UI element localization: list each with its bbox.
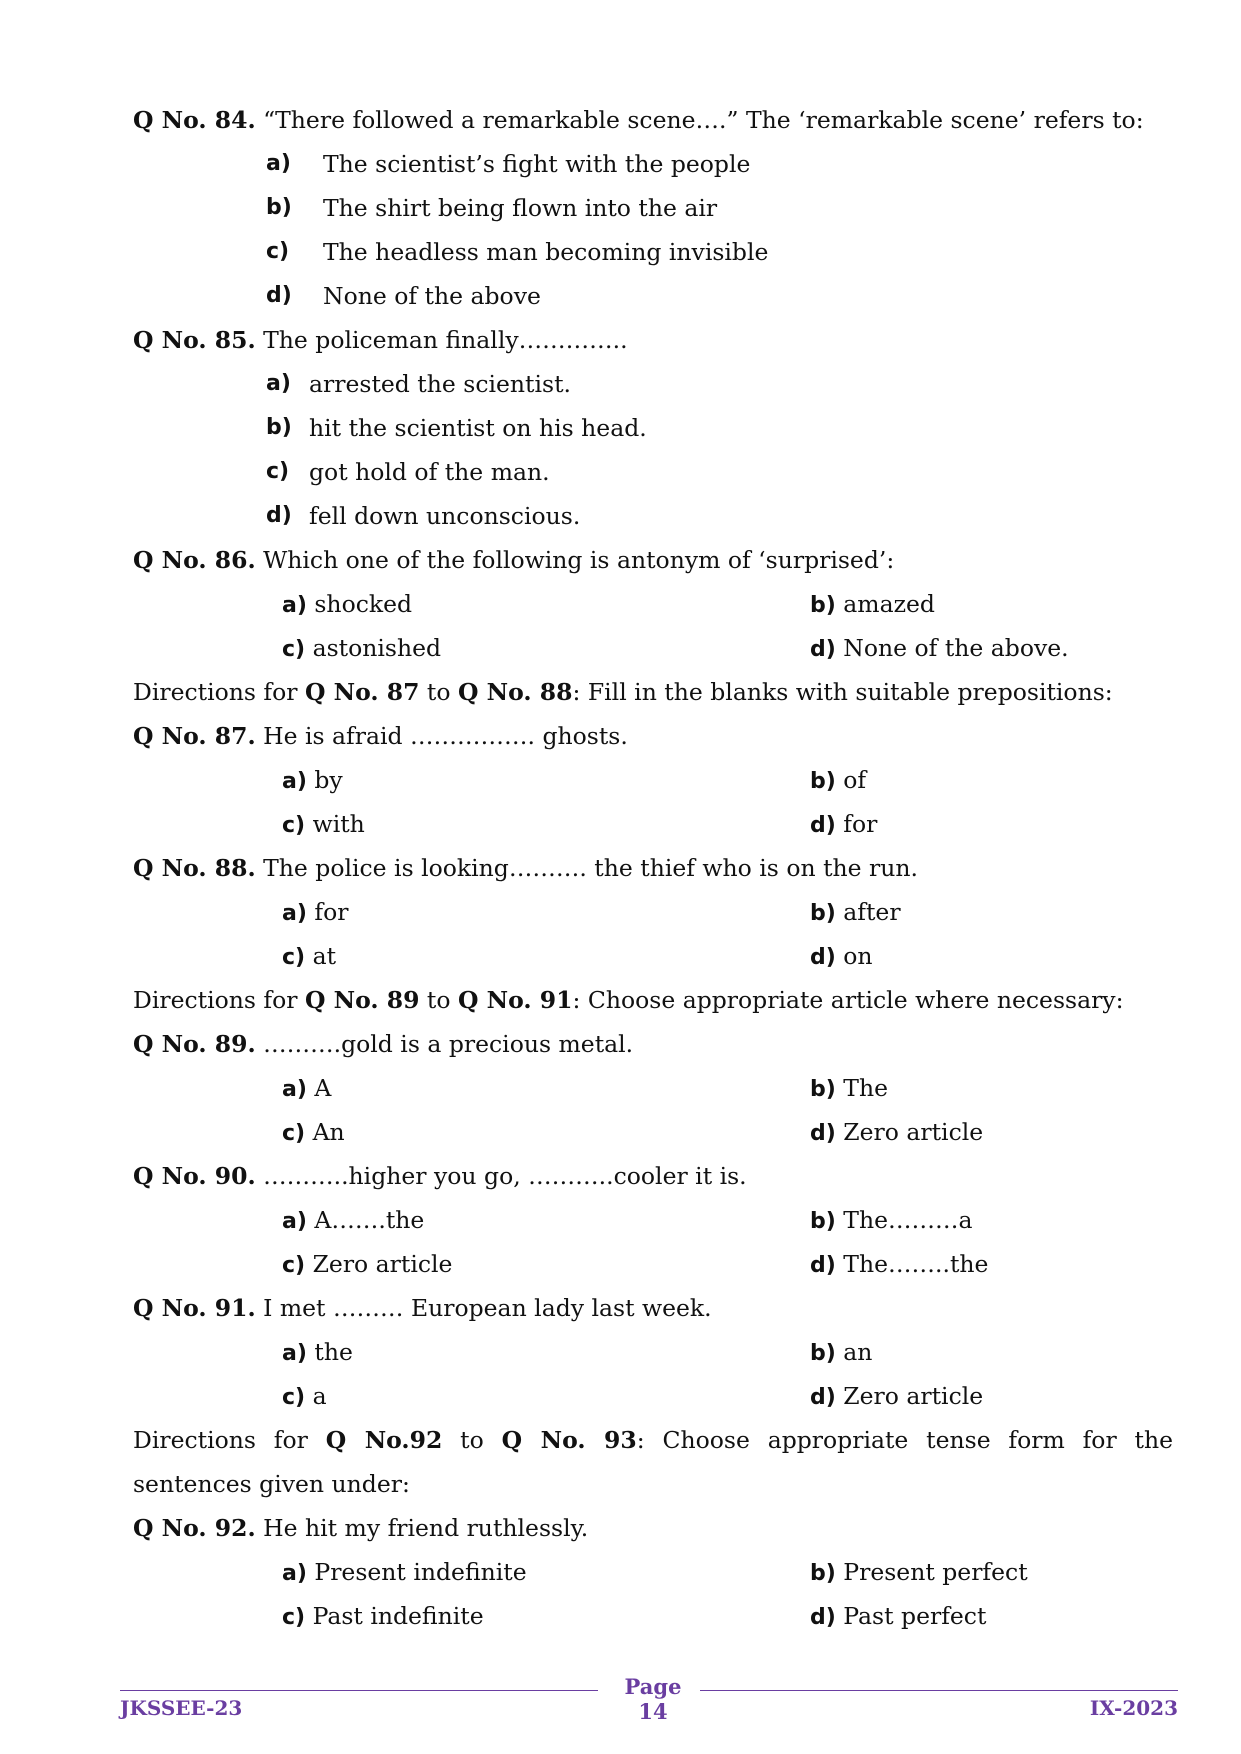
option-label: b): [266, 195, 292, 220]
option-label: d): [810, 1253, 836, 1278]
question-text: The policeman finally…………..: [255, 326, 628, 354]
option-label: b): [810, 1341, 836, 1366]
option-87-c: [282, 802, 365, 848]
directions-92-93: [133, 1418, 1173, 1462]
option-text: of: [835, 766, 867, 794]
question-text: The police is looking………. the thief who is on the run.: [255, 854, 919, 882]
option-text: None of the above: [323, 282, 541, 310]
option-text: Zero article: [835, 1382, 984, 1410]
option-text: for: [306, 898, 349, 926]
option-text: after: [835, 898, 901, 926]
option-text: The………a: [835, 1206, 973, 1234]
directions-87-88: [133, 670, 1173, 714]
option-92-c: [282, 1594, 484, 1640]
question-85: [133, 318, 1173, 362]
question-text: Which one of the following is antonym of ‘surprised’:: [255, 546, 895, 574]
question-text: He hit my friend ruthlessly.: [255, 1514, 589, 1542]
question-text: He is afraid ……………. ghosts.: [255, 722, 628, 750]
option-88-b: [810, 890, 901, 936]
question-text: ……….gold is a precious metal.: [255, 1030, 634, 1058]
option-label: c): [282, 1385, 306, 1410]
question-number: Q No. 88.: [133, 854, 256, 882]
question-number: Q No. 85.: [133, 326, 256, 354]
option-87-d: [810, 802, 877, 848]
exam-code: JKSSEE-23: [120, 1696, 243, 1720]
option-text: None of the above.: [835, 634, 1069, 662]
option-label: c): [282, 813, 306, 838]
question-number: Q No. 90.: [133, 1162, 256, 1190]
option-row: [133, 626, 1173, 670]
option-label: a): [282, 1561, 307, 1586]
option-label: b): [266, 415, 292, 440]
option-91-c: [282, 1374, 327, 1420]
option-row: [133, 1594, 1173, 1638]
option-90-d: [810, 1242, 988, 1288]
page-footer: [120, 1668, 1178, 1728]
question-88: [133, 846, 1173, 890]
option-label: c): [282, 1605, 306, 1630]
directions-pre: Directions for: [133, 678, 305, 706]
option-88-c: [282, 934, 336, 980]
option-row: [133, 1374, 1173, 1418]
option-label: a): [282, 901, 307, 926]
directions-post: : Fill in the blanks with suitable prepositions:: [572, 678, 1113, 706]
option-label: a): [282, 1209, 307, 1234]
option-label: c): [282, 637, 306, 662]
option-text: astonished: [305, 634, 442, 662]
option-text: The headless man becoming invisible: [323, 238, 769, 266]
option-91-d: [810, 1374, 983, 1420]
option-90-b: [810, 1198, 973, 1244]
directions-cont: sentences given under:: [133, 1470, 410, 1498]
page-content: [133, 98, 1173, 1638]
option-label: d): [810, 637, 836, 662]
option-text: Past perfect: [835, 1602, 987, 1630]
option-92-d: [810, 1594, 986, 1640]
option-label: a): [282, 769, 307, 794]
option-85-b: [133, 406, 1173, 450]
question-84: [133, 98, 1173, 142]
option-text: on: [835, 942, 873, 970]
option-row: [133, 1066, 1173, 1110]
directions-92-93-cont: [133, 1462, 1173, 1506]
page-number: Page 14: [624, 1674, 682, 1724]
option-row: [133, 582, 1173, 626]
option-86-d: [810, 626, 1069, 672]
option-label: c): [282, 1121, 306, 1146]
option-label: c): [282, 1253, 306, 1278]
question-86: [133, 538, 1173, 582]
option-text: Present indefinite: [306, 1558, 527, 1586]
option-text: hit the scientist on his head.: [309, 414, 647, 442]
option-text: fell down unconscious.: [309, 502, 581, 530]
option-row: [133, 758, 1173, 802]
directions-post: : Choose appropriate tense form for the: [636, 1426, 1173, 1454]
option-89-a: [282, 1066, 331, 1112]
directions-to: Q No. 91: [458, 986, 573, 1014]
option-label: b): [810, 769, 836, 794]
question-90: [133, 1154, 1173, 1198]
option-text: an: [835, 1338, 873, 1366]
option-84-d: [133, 274, 1173, 318]
option-label: d): [810, 945, 836, 970]
option-84-a: [133, 142, 1173, 186]
question-text: I met ……… European lady last week.: [255, 1294, 712, 1322]
question-text: ………..higher you go, ………..cooler it is.: [255, 1162, 747, 1190]
option-text: Zero article: [835, 1118, 984, 1146]
option-text: The: [835, 1074, 888, 1102]
option-text: by: [306, 766, 343, 794]
option-86-b: [810, 582, 935, 628]
option-label: a): [266, 151, 291, 176]
option-text: A: [306, 1074, 332, 1102]
option-label: b): [810, 1077, 836, 1102]
directions-pre: Directions for: [133, 986, 305, 1014]
directions-pre: Directions for: [133, 1426, 326, 1454]
question-number: Q No. 92.: [133, 1514, 256, 1542]
option-label: b): [810, 593, 836, 618]
footer-rule-left: [120, 1690, 598, 1691]
option-88-a: [282, 890, 348, 936]
option-text: The shirt being flown into the air: [323, 194, 718, 222]
option-label: c): [282, 945, 306, 970]
class-year-code: IX-2023: [1089, 1696, 1178, 1720]
option-text: Past indefinite: [305, 1602, 484, 1630]
option-91-b: [810, 1330, 872, 1376]
option-89-b: [810, 1066, 888, 1112]
option-92-b: [810, 1550, 1028, 1596]
option-label: d): [810, 813, 836, 838]
question-89: [133, 1022, 1173, 1066]
option-text: The……..the: [835, 1250, 989, 1278]
option-90-a: [282, 1198, 424, 1244]
question-87: [133, 714, 1173, 758]
directions-from: Q No. 89: [304, 986, 420, 1014]
option-label: c): [266, 239, 290, 264]
option-text: a: [305, 1382, 327, 1410]
option-text: with: [305, 810, 365, 838]
option-row: [133, 890, 1173, 934]
option-label: a): [282, 593, 307, 618]
option-label: b): [810, 901, 836, 926]
option-84-c: [133, 230, 1173, 274]
option-90-c: [282, 1242, 452, 1288]
option-label: b): [810, 1561, 836, 1586]
option-87-b: [810, 758, 866, 804]
option-89-c: [282, 1110, 345, 1156]
option-label: d): [266, 503, 292, 528]
question-91: [133, 1286, 1173, 1330]
option-label: a): [282, 1341, 307, 1366]
option-text: arrested the scientist.: [309, 370, 571, 398]
option-text: for: [835, 810, 878, 838]
option-86-c: [282, 626, 441, 672]
option-91-a: [282, 1330, 353, 1376]
option-85-a: [133, 362, 1173, 406]
footer-rule-right: [700, 1690, 1178, 1691]
option-text: Zero article: [305, 1250, 453, 1278]
option-text: Present perfect: [835, 1558, 1028, 1586]
option-label: b): [810, 1209, 836, 1234]
option-row: [133, 934, 1173, 978]
option-text: the: [306, 1338, 353, 1366]
option-row: [133, 1110, 1173, 1154]
option-92-a: [282, 1550, 527, 1596]
option-row: [133, 802, 1173, 846]
directions-mid: to: [460, 1426, 502, 1454]
option-row: [133, 1198, 1173, 1242]
question-number: Q No. 89.: [133, 1030, 256, 1058]
option-text: got hold of the man.: [309, 458, 550, 486]
option-label: d): [810, 1605, 836, 1630]
option-85-d: [133, 494, 1173, 538]
option-text: A…….the: [306, 1206, 425, 1234]
option-87-a: [282, 758, 343, 804]
option-label: c): [266, 459, 290, 484]
option-row: [133, 1550, 1173, 1594]
option-text: amazed: [835, 590, 935, 618]
directions-mid: to: [419, 678, 458, 706]
option-label: d): [266, 283, 292, 308]
directions-from: Q No. 87: [304, 678, 420, 706]
option-row: [133, 1242, 1173, 1286]
directions-89-91: [133, 978, 1173, 1022]
option-86-a: [282, 582, 412, 628]
option-label: a): [282, 1077, 307, 1102]
directions-to: Q No. 93: [501, 1426, 637, 1454]
option-text: The scientist’s fight with the people: [323, 150, 751, 178]
option-text: shocked: [306, 590, 413, 618]
option-text: at: [305, 942, 337, 970]
question-92: [133, 1506, 1173, 1550]
directions-mid: to: [419, 986, 458, 1014]
option-label: a): [266, 371, 291, 396]
option-row: [133, 1330, 1173, 1374]
question-text: “There followed a remarkable scene….” The ‘remarkable scene’ refers to:: [255, 106, 1144, 134]
option-label: d): [810, 1385, 836, 1410]
option-85-c: [133, 450, 1173, 494]
directions-to: Q No. 88: [458, 678, 573, 706]
question-number: Q No. 84.: [133, 106, 256, 134]
option-84-b: [133, 186, 1173, 230]
question-number: Q No. 87.: [133, 722, 256, 750]
question-number: Q No. 86.: [133, 546, 256, 574]
option-text: An: [305, 1118, 345, 1146]
directions-post: : Choose appropriate article where necessary:: [572, 986, 1124, 1014]
option-label: d): [810, 1121, 836, 1146]
option-88-d: [810, 934, 873, 980]
option-89-d: [810, 1110, 983, 1156]
directions-from: Q No.92: [325, 1426, 443, 1454]
question-number: Q No. 91.: [133, 1294, 256, 1322]
